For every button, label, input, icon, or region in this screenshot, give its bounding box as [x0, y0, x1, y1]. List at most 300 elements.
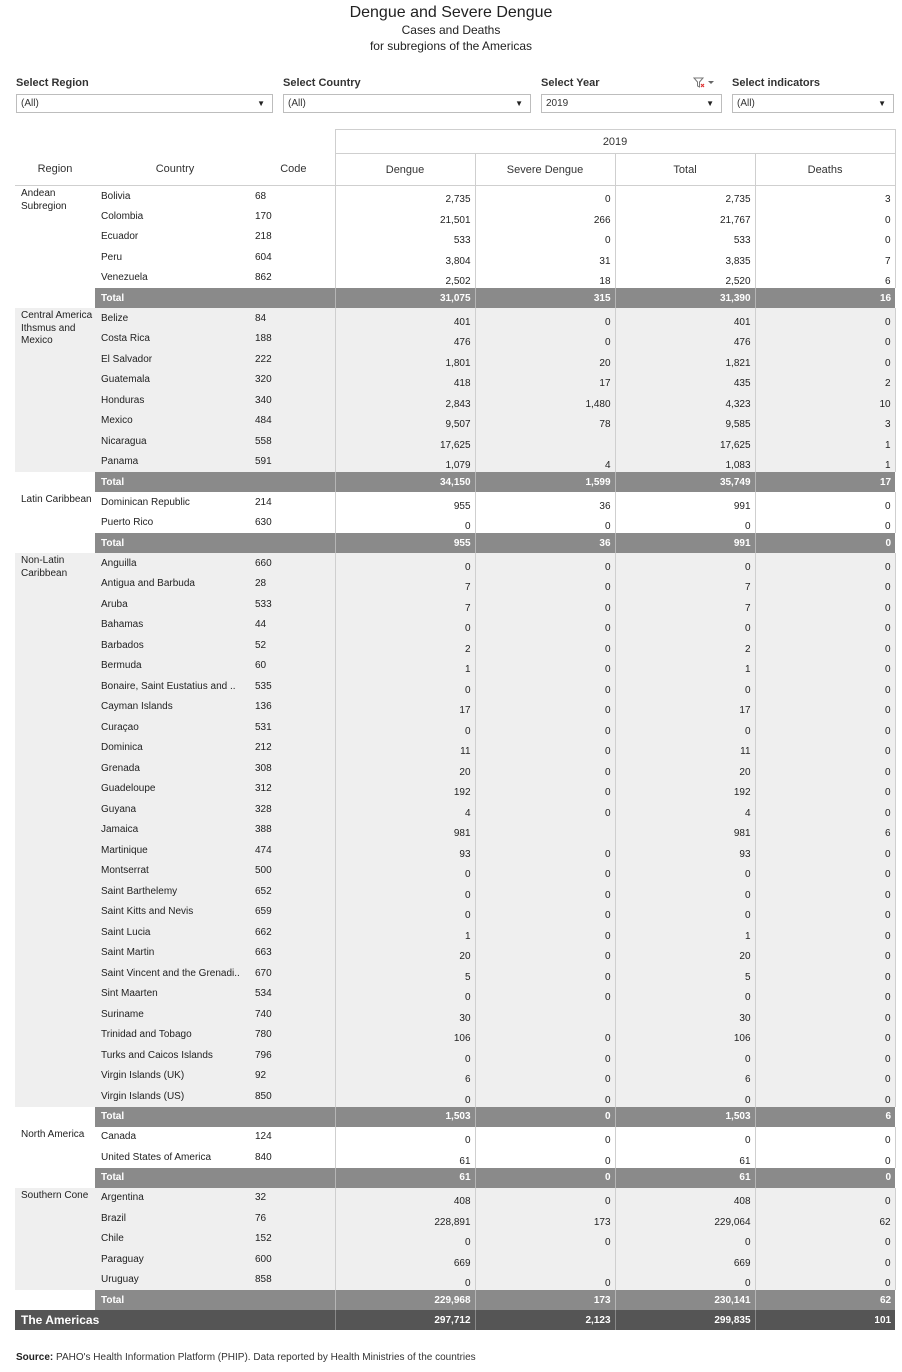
- col-header-deaths: Deaths: [755, 154, 895, 186]
- dengue-cell: 0: [335, 1270, 475, 1291]
- region-select-value: (All): [21, 98, 39, 109]
- severe-cell: 173: [475, 1208, 615, 1229]
- severe-cell: 0: [475, 1188, 615, 1209]
- country-cell: Aruba: [95, 594, 255, 615]
- indicators-filter: [732, 76, 894, 113]
- dengue-cell: 0: [335, 717, 475, 738]
- dengue-cell: 476: [335, 329, 475, 350]
- code-cell: 312: [255, 779, 335, 800]
- total-cell: 476: [615, 329, 755, 350]
- code-cell: 840: [255, 1151, 272, 1163]
- dengue-cell: 9,507: [335, 411, 475, 432]
- dengue-cell: 20: [335, 943, 475, 964]
- severe-cell: 31: [475, 247, 615, 268]
- subtotal-total: 991: [615, 533, 755, 553]
- code-cell: 212: [255, 738, 335, 759]
- total-cell: 3,835: [615, 247, 755, 268]
- dengue-cell: 30: [335, 1004, 475, 1025]
- deaths-cell: 0: [755, 1086, 895, 1107]
- table-row: [15, 881, 895, 902]
- subtotal-deaths: 6: [755, 1107, 895, 1127]
- dengue-cell: 418: [335, 370, 475, 391]
- subtotal-label: Total: [95, 1290, 335, 1310]
- dengue-cell: 7: [335, 594, 475, 615]
- code-cell: 600: [255, 1249, 335, 1270]
- dengue-cell: 401: [335, 308, 475, 329]
- year-header-row: [15, 130, 895, 154]
- subtotal-spacer: [15, 1290, 95, 1310]
- total-cell: 1: [615, 656, 755, 677]
- code-cell: 534: [255, 984, 335, 1005]
- country-select[interactable]: [283, 94, 531, 113]
- dengue-cell: 2,843: [335, 390, 475, 411]
- deaths-cell: 0: [755, 635, 895, 656]
- code-cell: 652: [255, 881, 335, 902]
- subtotal-severe: 1,599: [475, 472, 615, 492]
- subtotal-total: 31,390: [615, 288, 755, 308]
- severe-cell: 266: [475, 206, 615, 227]
- subtotal-dengue: 34,150: [335, 472, 475, 492]
- code-cell: 660: [255, 553, 335, 574]
- total-cell: 0: [615, 513, 755, 534]
- deaths-cell: 7: [755, 247, 895, 268]
- total-cell: 4: [615, 799, 755, 820]
- total-cell: 0: [615, 861, 755, 882]
- deaths-cell: 0: [755, 943, 895, 964]
- severe-cell: 0: [475, 186, 615, 207]
- code-cell: 662: [255, 922, 335, 943]
- total-cell: 0: [615, 676, 755, 697]
- table-row: [15, 492, 895, 513]
- dengue-cell: 17: [335, 697, 475, 718]
- total-cell: 0: [615, 717, 755, 738]
- subtotal-total: 35,749: [615, 472, 755, 492]
- subtotal-severe: 0: [475, 1107, 615, 1127]
- table-row: [15, 1045, 895, 1066]
- severe-cell: 18: [475, 268, 615, 289]
- code-cell: 308: [255, 758, 335, 779]
- country-cell: Chile: [95, 1229, 255, 1250]
- deaths-cell: 0: [755, 553, 895, 574]
- deaths-cell: 0: [755, 1249, 895, 1270]
- region-name: Southern Cone: [15, 1188, 95, 1291]
- source-footer: [16, 1352, 476, 1363]
- severe-cell: 0: [475, 799, 615, 820]
- country-cell: Martinique: [95, 840, 255, 861]
- code-cell: 604: [255, 251, 272, 263]
- code-cell: 222: [255, 349, 335, 370]
- deaths-cell: 0: [755, 329, 895, 350]
- severe-cell: 0: [475, 881, 615, 902]
- total-cell: 2,520: [615, 268, 755, 289]
- code-cell: 214: [255, 496, 272, 508]
- country-cell: Paraguay: [95, 1249, 255, 1270]
- country-cell: Nicaragua: [95, 431, 255, 452]
- dengue-cell: 2: [335, 635, 475, 656]
- code-cell: 484: [255, 411, 335, 432]
- severe-cell: 0: [475, 635, 615, 656]
- dengue-cell: 20: [335, 758, 475, 779]
- deaths-cell: 0: [755, 206, 895, 227]
- severe-cell: 0: [475, 656, 615, 677]
- source-text: PAHO's Health Information Platform (PHIP). Data reported by Health Ministries of the countries: [56, 1352, 476, 1363]
- subtotal-row: [15, 288, 895, 308]
- total-cell: 0: [615, 902, 755, 923]
- dengue-cell: 93: [335, 840, 475, 861]
- deaths-cell: 0: [755, 513, 895, 534]
- code-cell: 32: [255, 1188, 335, 1209]
- country-cell: Canada: [101, 1131, 137, 1143]
- chevron-down-icon: ▼: [878, 99, 886, 108]
- country-cell: Saint Kitts and Nevis: [95, 902, 255, 923]
- total-cell: 0: [615, 1270, 755, 1291]
- deaths-cell: 0: [755, 758, 895, 779]
- subtotal-spacer: [15, 472, 95, 492]
- code-cell: 340: [255, 390, 335, 411]
- severe-cell: 20: [475, 349, 615, 370]
- dengue-cell: 228,891: [335, 1208, 475, 1229]
- country-cell: Trinidad and Tobago: [95, 1025, 255, 1046]
- severe-cell: 0: [475, 1086, 615, 1107]
- table-row: [15, 779, 895, 800]
- region-filter: [16, 76, 273, 113]
- code-cell: 740: [255, 1004, 335, 1025]
- dengue-cell: 21,501: [335, 206, 475, 227]
- code-cell: 44: [255, 615, 335, 636]
- table-row: [15, 186, 895, 207]
- code-cell: 124: [255, 1131, 272, 1143]
- code-cell: 591: [255, 452, 335, 473]
- page-title: Dengue and Severe Dengue: [349, 4, 553, 21]
- subtotal-severe: 0: [475, 1168, 615, 1188]
- code-cell: 28: [255, 574, 335, 595]
- dengue-cell: 1,801: [335, 349, 475, 370]
- severe-cell: 0: [475, 676, 615, 697]
- dengue-cell: 5: [335, 963, 475, 984]
- table-row: [15, 799, 895, 820]
- dengue-cell: 0: [335, 902, 475, 923]
- col-header-code: Code: [255, 154, 335, 186]
- subtotal-row: [15, 1168, 895, 1188]
- severe-cell: 0: [475, 1045, 615, 1066]
- deaths-cell: 0: [755, 799, 895, 820]
- total-cell: 30: [615, 1004, 755, 1025]
- total-cell: 0: [615, 984, 755, 1005]
- code-cell: 474: [255, 840, 335, 861]
- country-cell: Jamaica: [95, 820, 255, 841]
- total-cell: 1,821: [615, 349, 755, 370]
- page-subtitle-2: for subregions of the Americas: [369, 39, 533, 53]
- year-header: 2019: [335, 130, 895, 154]
- deaths-cell: 62: [755, 1208, 895, 1229]
- code-cell: 388: [255, 820, 335, 841]
- subtotal-row: [15, 533, 895, 553]
- severe-cell: 0: [475, 943, 615, 964]
- code-cell: 659: [255, 902, 335, 923]
- deaths-cell: 6: [755, 268, 895, 289]
- region-filter-label: Select Region: [16, 77, 89, 89]
- subtotal-label: Total: [95, 1168, 335, 1188]
- col-header-severe-dengue: Severe Dengue: [475, 154, 615, 186]
- table-row: [15, 1270, 895, 1291]
- severe-cell: 4: [475, 452, 615, 473]
- code-cell: 136: [255, 697, 335, 718]
- total-cell: 106: [615, 1025, 755, 1046]
- table-row: [15, 411, 895, 432]
- year-filter-label: Select Year: [541, 77, 600, 89]
- grand-total-severe: 2,123: [475, 1310, 615, 1330]
- table-row: [15, 431, 895, 452]
- code-cell: 188: [255, 329, 335, 350]
- severe-cell: [475, 431, 615, 452]
- severe-cell: 0: [475, 717, 615, 738]
- country-cell: Guatemala: [95, 370, 255, 391]
- indicators-filter-label: Select indicators: [732, 77, 821, 89]
- code-cell: 630: [255, 517, 272, 529]
- dengue-cell: 408: [335, 1188, 475, 1209]
- code-cell: 850: [255, 1086, 335, 1107]
- total-cell: 17,625: [615, 431, 755, 452]
- table-row: [15, 943, 895, 964]
- grand-total-total: 299,835: [615, 1310, 755, 1330]
- severe-cell: [475, 1249, 615, 1270]
- table-row: [15, 247, 895, 268]
- severe-cell: 1,480: [475, 390, 615, 411]
- country-cell: Suriname: [95, 1004, 255, 1025]
- year-select[interactable]: [541, 94, 722, 113]
- total-cell: 21,767: [615, 206, 755, 227]
- chevron-down-icon: ▼: [706, 99, 714, 108]
- severe-cell: 78: [475, 411, 615, 432]
- indicators-select[interactable]: [732, 94, 894, 113]
- code-cell: 663: [255, 943, 335, 964]
- severe-cell: 0: [475, 902, 615, 923]
- total-cell: 93: [615, 840, 755, 861]
- code-cell: 558: [255, 431, 335, 452]
- dengue-cell: 0: [335, 861, 475, 882]
- country-cell: United States of America: [101, 1151, 212, 1163]
- country-cell: Mexico: [95, 411, 255, 432]
- severe-cell: 0: [475, 758, 615, 779]
- deaths-cell: 3: [755, 411, 895, 432]
- severe-cell: 0: [475, 963, 615, 984]
- table-row: [15, 1188, 895, 1209]
- grand-total-dengue: 297,712: [335, 1310, 475, 1330]
- deaths-cell: 0: [755, 656, 895, 677]
- deaths-cell: 0: [755, 861, 895, 882]
- code-cell: 84: [255, 308, 335, 329]
- region-name: Non-Latin Caribbean: [15, 553, 95, 1107]
- severe-cell: 0: [475, 779, 615, 800]
- severe-cell: 0: [475, 1025, 615, 1046]
- country-cell: Saint Barthelemy: [95, 881, 255, 902]
- table-row: [15, 1066, 895, 1087]
- deaths-cell: 10: [755, 390, 895, 411]
- subtotal-dengue: 1,503: [335, 1107, 475, 1127]
- dengue-cell: 1,079: [335, 452, 475, 473]
- code-cell: 170: [255, 210, 272, 222]
- subtotal-deaths: 0: [755, 533, 895, 553]
- deaths-cell: 0: [755, 738, 895, 759]
- total-cell: 1,083: [615, 452, 755, 473]
- table-row: [15, 1208, 895, 1229]
- deaths-cell: 0: [755, 1229, 895, 1250]
- severe-cell: 0: [475, 738, 615, 759]
- subtotal-row: [15, 1290, 895, 1310]
- table-row: [15, 1147, 895, 1168]
- subtotal-dengue: 229,968: [335, 1290, 475, 1310]
- table-row: [15, 452, 895, 473]
- severe-cell: 0: [475, 1229, 615, 1250]
- dengue-cell: 1: [335, 922, 475, 943]
- code-cell: 218: [255, 231, 272, 243]
- dengue-cell: 955: [335, 492, 475, 513]
- table-row: [15, 268, 895, 289]
- severe-cell: 0: [475, 553, 615, 574]
- country-cell: Venezuela: [101, 272, 148, 284]
- deaths-cell: 0: [755, 922, 895, 943]
- deaths-cell: 0: [755, 1127, 895, 1148]
- subtotal-label: Total: [95, 533, 335, 553]
- country-cell: Belize: [95, 308, 255, 329]
- total-cell: 0: [615, 1229, 755, 1250]
- country-cell: Uruguay: [95, 1270, 255, 1291]
- deaths-cell: 0: [755, 1147, 895, 1168]
- deaths-cell: 0: [755, 594, 895, 615]
- subtotal-severe: 173: [475, 1290, 615, 1310]
- code-cell: 780: [255, 1025, 335, 1046]
- total-cell: 20: [615, 943, 755, 964]
- deaths-cell: 0: [755, 308, 895, 329]
- dengue-cell: 981: [335, 820, 475, 841]
- table-row: [15, 553, 895, 574]
- table-row: [15, 758, 895, 779]
- total-cell: 2: [615, 635, 755, 656]
- table-row: [15, 922, 895, 943]
- severe-cell: 0: [475, 922, 615, 943]
- subtotal-spacer: [15, 1107, 95, 1127]
- region-name: Andean Subregion: [21, 188, 67, 212]
- chevron-down-icon: ▼: [257, 99, 265, 108]
- total-cell: 533: [615, 227, 755, 248]
- total-cell: 2,735: [615, 186, 755, 207]
- severe-cell: 0: [475, 574, 615, 595]
- deaths-cell: 0: [755, 574, 895, 595]
- deaths-cell: 0: [755, 1066, 895, 1087]
- total-cell: 192: [615, 779, 755, 800]
- country-cell: Curaçao: [95, 717, 255, 738]
- subtotal-deaths: 62: [755, 1290, 895, 1310]
- deaths-cell: 0: [755, 1188, 895, 1209]
- code-cell: 76: [255, 1208, 335, 1229]
- subtotal-label: Total: [95, 1107, 335, 1127]
- dengue-cell: 7: [335, 574, 475, 595]
- dengue-cell: 2,735: [335, 186, 475, 207]
- country-cell: Honduras: [95, 390, 255, 411]
- dengue-cell: 17,625: [335, 431, 475, 452]
- country-cell: Cayman Islands: [95, 697, 255, 718]
- dengue-cell: 0: [335, 1229, 475, 1250]
- deaths-cell: 0: [755, 902, 895, 923]
- grand-total-deaths: 101: [755, 1310, 895, 1330]
- total-cell: 0: [615, 1086, 755, 1107]
- country-cell: Guadeloupe: [95, 779, 255, 800]
- country-cell: Saint Lucia: [95, 922, 255, 943]
- subtotal-dengue: 955: [335, 533, 475, 553]
- table-row: [15, 1025, 895, 1046]
- subtotal-row: [15, 1107, 895, 1127]
- total-cell: 0: [615, 1127, 755, 1148]
- total-cell: 435: [615, 370, 755, 391]
- total-cell: 5: [615, 963, 755, 984]
- subtotal-total: 230,141: [615, 1290, 755, 1310]
- country-cell: Dominica: [95, 738, 255, 759]
- subtotal-spacer: [15, 288, 95, 308]
- dengue-cell: 669: [335, 1249, 475, 1270]
- subtotal-spacer: [15, 533, 95, 553]
- severe-cell: 0: [475, 329, 615, 350]
- chevron-down-icon: ▼: [515, 99, 523, 108]
- deaths-cell: 0: [755, 676, 895, 697]
- severe-cell: 0: [475, 984, 615, 1005]
- code-cell: 52: [255, 635, 335, 656]
- total-cell: 1: [615, 922, 755, 943]
- country-cell: Barbados: [95, 635, 255, 656]
- grand-total-label: The Americas: [15, 1310, 335, 1330]
- indicators-select-value: (All): [737, 98, 755, 109]
- subtotal-dengue: 31,075: [335, 288, 475, 308]
- country-cell: Argentina: [95, 1188, 255, 1209]
- table-row: [15, 513, 895, 534]
- col-header-dengue: Dengue: [335, 154, 475, 186]
- subtotal-deaths: 17: [755, 472, 895, 492]
- subtotal-total: 61: [615, 1168, 755, 1188]
- region-select[interactable]: [16, 94, 273, 113]
- total-cell: 0: [615, 615, 755, 636]
- total-cell: 17: [615, 697, 755, 718]
- table-row: [15, 840, 895, 861]
- code-cell: 862: [255, 272, 272, 284]
- total-cell: 991: [615, 492, 755, 513]
- severe-cell: 0: [475, 227, 615, 248]
- table-row: [15, 329, 895, 350]
- country-cell: Peru: [101, 251, 123, 263]
- deaths-cell: 6: [755, 820, 895, 841]
- deaths-cell: 0: [755, 1045, 895, 1066]
- table-row: [15, 206, 895, 227]
- clear-filter-icon[interactable]: [693, 77, 715, 92]
- total-cell: 981: [615, 820, 755, 841]
- total-cell: 7: [615, 594, 755, 615]
- dengue-cell: 106: [335, 1025, 475, 1046]
- country-cell: Panama: [95, 452, 255, 473]
- deaths-cell: 0: [755, 840, 895, 861]
- table-row: [15, 574, 895, 595]
- severe-cell: [475, 820, 615, 841]
- table-row: [15, 1229, 895, 1250]
- table-row: [15, 902, 895, 923]
- country-cell: Montserrat: [95, 861, 255, 882]
- country-cell: Saint Martin: [95, 943, 255, 964]
- table-row: [15, 963, 895, 984]
- country-cell: Ecuador: [101, 231, 139, 243]
- country-cell: Bermuda: [95, 656, 255, 677]
- deaths-cell: 0: [755, 717, 895, 738]
- code-cell: 670: [255, 963, 335, 984]
- table-row: [15, 717, 895, 738]
- severe-cell: 0: [475, 308, 615, 329]
- deaths-cell: 0: [755, 963, 895, 984]
